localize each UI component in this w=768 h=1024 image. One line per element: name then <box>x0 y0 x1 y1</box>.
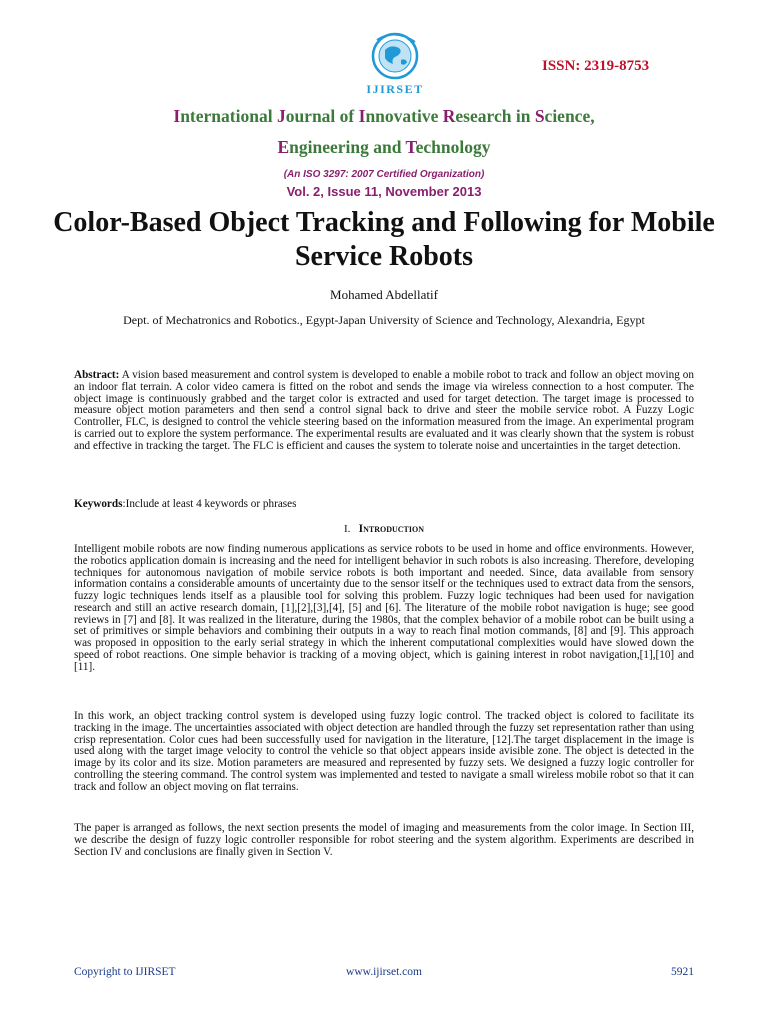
author-affiliation: Dept. of Mechatronics and Robotics., Egypt-Japan University of Science and Technology, Alexandria, Egypt <box>123 313 645 327</box>
author-name: Mohamed Abdellatif <box>330 287 438 302</box>
abstract-label: Abstract: <box>74 369 120 381</box>
journal-word: Science, <box>534 106 595 126</box>
journal-word: Research in <box>442 106 535 126</box>
paragraph: In this work, an object tracking control system is developed using fuzzy logic control. The tracked object is colored to facilitate its tracking in the image. The uncertainties associated with object detection are handled through the fuzzy set representation rather than using crisp representation. Color cues had been successfully used for navigation in the literature, [12].The target displacement in the image is used along with the target image velocity to control the vehicle so that object appears inside avisible zone. The object is detected in the image by its color and its size. Motion parameters are measured and represented by fuzzy sets. We designed a fuzzy logic controller for controlling the steering command. The control system was implemented and tested to navigate a small wireless mobile robot so that it can track and follow an object moving on flat terrains. <box>74 710 694 793</box>
iso-certification: (An ISO 3297: 2007 Certified Organization) <box>283 169 485 180</box>
issn-number: ISSN: 2319-8753 <box>542 58 650 74</box>
journal-word: Technology <box>405 137 491 157</box>
abstract <box>74 370 694 452</box>
volume-issue: Vol. 2, Issue 11, November 2013 <box>286 184 482 199</box>
paper-title: Color-Based Object Tracking and Following for Mobile Service Robots <box>53 207 715 272</box>
keywords-text: :Include at least 4 keywords or phrases <box>122 498 297 510</box>
journal-name-line-2 <box>0 137 768 158</box>
keywords <box>74 499 694 511</box>
section-title: Introduction <box>358 523 425 535</box>
section-number: I. <box>343 523 351 535</box>
abstract-text: A vision based measurement and control system is developed to enable a mobile robot to track and follow an object moving on an indoor flat terrain. A color video camera is fitted on the robot and sends the image via wireless connection to a host computer. The object image is continuously grabbed and the target color is extracted and used for target detection. The target image is processed to measure object motion parameters and then send a control signal back to drive and steer the mobile service robot. A Fuzzy Logic Controller, FLC, is designed to control the vehicle steering based on the information measured from the image. An experimental program is carried out to explore the system performance. The experimental results are evaluated and it was clearly shown that the system is robust and effective in tracking the target. The FLC is efficient and causes the system to tolerate noise and uncertainties in the target detection. <box>74 369 694 452</box>
journal-word: Innovative <box>358 106 443 126</box>
page-number: 5921 <box>671 966 694 978</box>
paragraph: The paper is arranged as follows, the next section presents the model of imaging and measurements from the color image. In Section III, we describe the design of fuzzy logic controller responsible for robot steering and the system algorithm. Experiments are described in Section IV and conclusions are finally given in Section V. <box>74 822 694 858</box>
journal-word: International <box>173 106 277 126</box>
footer-copyright: Copyright to IJIRSET <box>74 966 176 978</box>
journal-name-line-1 <box>0 106 768 127</box>
section-heading-introduction <box>0 523 768 535</box>
keywords-label: Keywords <box>74 498 123 510</box>
ijirset-globe-logo-icon <box>355 30 435 98</box>
journal-word: Engineering and <box>277 137 406 157</box>
logo-text: IJIRSET <box>366 82 424 96</box>
journal-word: Journal of <box>276 106 359 126</box>
paragraph: Intelligent mobile robots are now finding numerous applications as service robots to be used in home and office environments. However, the robotics application domain is increasing and the need for intelligent behavior in such robots is also increasing. Therefore, developing techniques for autonomous navigation of mobile service robots is both important and needed. Since, data available from sensory information contains a considerable amounts of uncertainty due to the sensor itself or the techniques used to extract data from the sensors, fuzzy logic techniques lends itself as a plausible tool for solving this problem. Fuzzy logic techniques had been used for navigation research and still an active research domain, [1],[2],[3],[4], [5] and [6]. The literature of the mobile robot navigation is huge; see good reviews in [7] and [8]. It was realized in the literature, during the 1980s, that the complex behavior of a mobile robot can be built using a set of primitives or simple behaviors and combining their outputs in a way to reach final motion commands, [8] and [9]. This approach was proposed in opposition to the early serial strategy in which the inherent computational complexities would have slowed down the speed of robot reactions. One simple behavior is tracking of a moving object, which is gaining interest in robot navigation,[1],[10] and [11]. <box>74 543 694 673</box>
footer-website-link[interactable]: www.ijirset.com <box>346 966 422 978</box>
journal-logo <box>355 30 435 98</box>
